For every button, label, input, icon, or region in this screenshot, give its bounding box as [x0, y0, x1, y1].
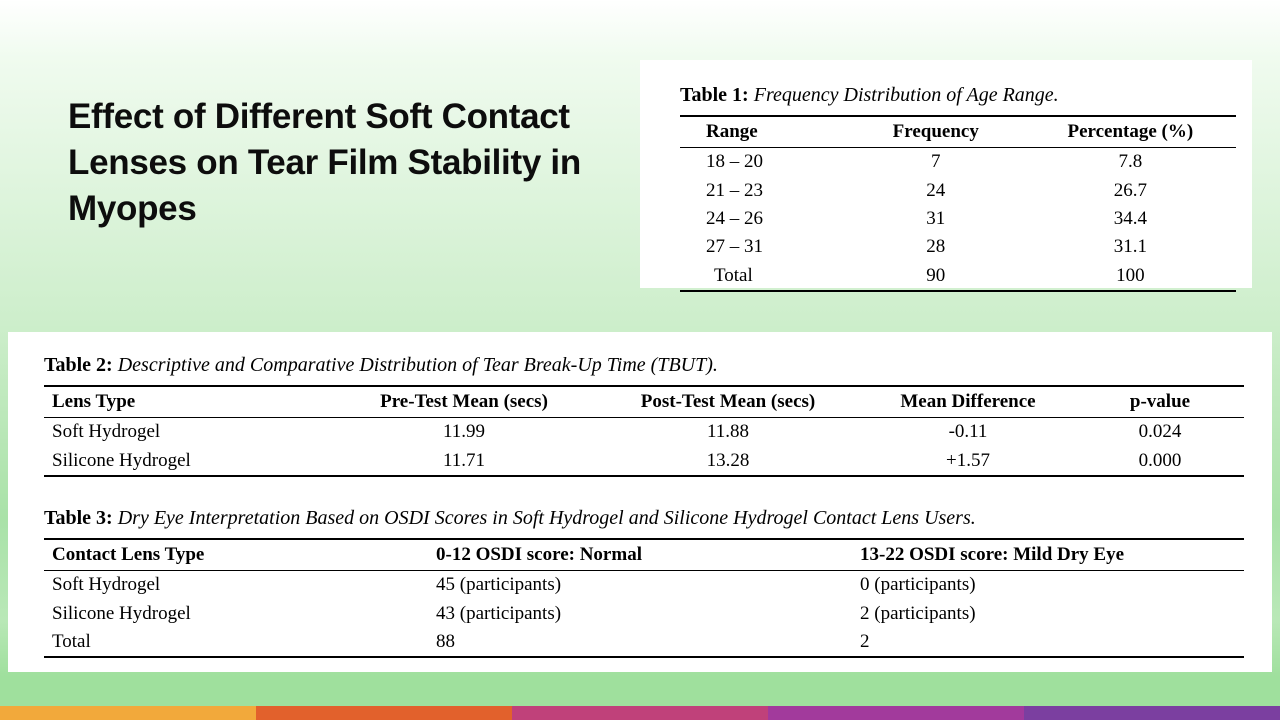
table-1-col-frequency: Frequency — [847, 116, 1025, 148]
cell: 11.71 — [332, 447, 596, 476]
table-1 — [680, 115, 1236, 292]
table-row — [44, 447, 1244, 476]
table-3-caption-text: Dry Eye Interpretation Based on OSDI Scores in Soft Hydrogel and Silicone Hydrogel Contact Lens Users. — [117, 506, 976, 529]
cell: 7.8 — [1118, 151, 1143, 173]
cell: -0.11 — [948, 421, 988, 443]
table-1-col-percentage: Percentage (%) — [1025, 116, 1236, 148]
table-1-caption — [680, 84, 1236, 107]
cell: 11.99 — [442, 421, 486, 443]
cell: Total — [44, 628, 380, 657]
cell: 0.000 — [1076, 447, 1244, 476]
cell: 21 – 23 — [706, 179, 763, 201]
cell: 90 — [847, 262, 1025, 291]
cell: 0.024 — [1138, 421, 1182, 443]
cell: 34.4 — [1113, 207, 1147, 229]
cell: 45 (participants) — [436, 574, 562, 596]
table-row — [680, 177, 1236, 205]
table-2-caption — [44, 354, 1244, 377]
table-row — [680, 148, 1236, 177]
bottom-bar-segment-3 — [512, 706, 768, 720]
cell: 31.1 — [1113, 236, 1147, 258]
cell: 27 – 31 — [706, 236, 763, 258]
cell: 11.88 — [706, 421, 750, 443]
cell: 24 – 26 — [706, 207, 763, 229]
cell: 26.7 — [1113, 179, 1147, 201]
table-1-caption-text: Frequency Distribution of Age Range. — [753, 84, 1059, 106]
page-title: Effect of Different Soft Contact Lenses on Tear Film Stability in Myopes — [68, 97, 581, 229]
bottom-bar-segment-1 — [0, 706, 256, 720]
table-3-col-contact-lens-type: Contact Lens Type — [44, 539, 380, 571]
table-2-col-p-value: p-value — [1076, 386, 1244, 418]
bottom-bar-segment-2 — [256, 706, 512, 720]
cell: +1.57 — [860, 447, 1076, 476]
cell: 18 – 20 — [706, 151, 763, 173]
table-row — [680, 233, 1236, 261]
table-header-row — [680, 116, 1236, 148]
table-2-caption-text: Descriptive and Comparative Distribution of Tear Break-Up Time (TBUT). — [117, 354, 718, 376]
table-1-col-range: Range — [680, 116, 847, 148]
bottom-bar-segment-4 — [768, 706, 1024, 720]
figure-spacer — [44, 477, 1244, 507]
table-header-row — [44, 539, 1244, 571]
cell: Soft Hydrogel — [52, 421, 161, 443]
table-row — [44, 571, 1244, 600]
cell: 43 (participants) — [436, 602, 562, 624]
cell: 100 — [1025, 262, 1236, 291]
table-1-label: Table 1: — [680, 84, 749, 106]
table-2-col-post-test-mean: Post-Test Mean (secs) — [596, 386, 860, 418]
table-3-col-mild-dry-eye: 13-22 OSDI score: Mild Dry Eye — [812, 539, 1244, 571]
cell: 31 — [926, 207, 946, 229]
cell: 0 (participants) — [860, 574, 976, 596]
cell: Total — [680, 262, 847, 291]
table-row — [44, 600, 1244, 628]
decorative-bottom-bar — [0, 706, 1280, 720]
table-2-label: Table 2: — [44, 354, 113, 376]
table-row — [44, 418, 1244, 447]
table-1-figure — [640, 60, 1252, 288]
tables-2-3-figure — [8, 332, 1272, 672]
cell: 88 — [380, 628, 812, 657]
table-3-label: Table 3: — [44, 506, 113, 529]
table-row — [680, 205, 1236, 233]
table-2-col-lens-type: Lens Type — [44, 386, 332, 418]
table-header-row — [44, 386, 1244, 418]
table-row — [680, 262, 1236, 291]
table-2-col-mean-difference: Mean Difference — [860, 386, 1076, 418]
cell: 2 — [812, 628, 1244, 657]
bottom-bar-segment-5 — [1024, 706, 1280, 720]
cell: 7 — [931, 151, 941, 173]
table-2 — [44, 385, 1244, 477]
table-3-caption — [44, 507, 1244, 530]
table-3 — [44, 538, 1244, 658]
table-3-col-normal: 0-12 OSDI score: Normal — [380, 539, 812, 571]
cell: Silicone Hydrogel — [52, 602, 191, 624]
cell: Soft Hydrogel — [52, 574, 161, 596]
table-2-col-pre-test-mean: Pre-Test Mean (secs) — [332, 386, 596, 418]
table-row — [44, 628, 1244, 657]
cell: 13.28 — [596, 447, 860, 476]
cell: 2 (participants) — [860, 602, 976, 624]
cell: Silicone Hydrogel — [44, 447, 332, 476]
cell: 24 — [926, 179, 946, 201]
cell: 28 — [926, 236, 946, 258]
